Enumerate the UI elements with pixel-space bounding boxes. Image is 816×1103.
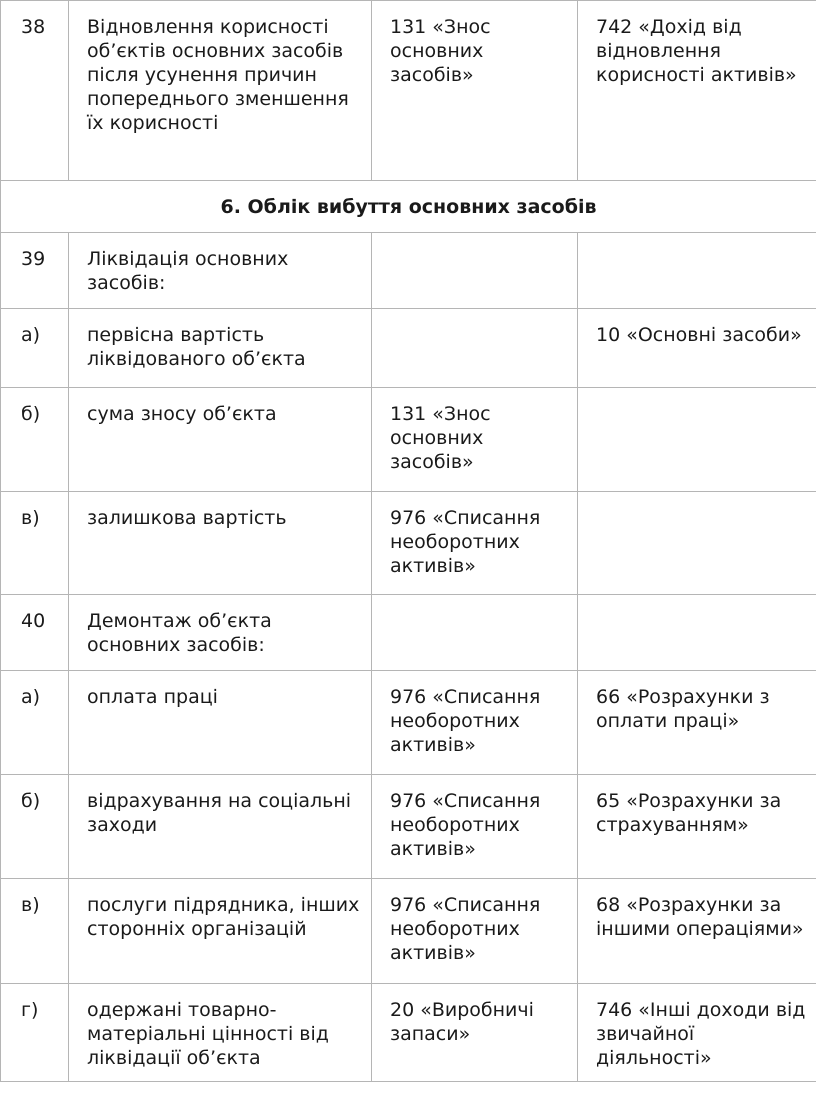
table-row [1, 388, 816, 492]
operation-description: первісна вартість ліквідованого об’єкта [69, 309, 372, 388]
operation-description: сума зносу об’єкта [69, 388, 372, 492]
credit-account [578, 388, 816, 492]
operation-description: Демонтаж об’єкта основних засобів: [69, 595, 372, 671]
debit-account [372, 309, 578, 388]
credit-account: 10 «Основні засоби» [578, 309, 816, 388]
row-number: а) [1, 671, 69, 775]
table-row [1, 492, 816, 595]
table-row [1, 775, 816, 879]
credit-account: 746 «Інші доходи від звичайної діяльності» [578, 984, 816, 1082]
table-row [1, 671, 816, 775]
operation-description: одержані товарно-матеріальні цінності від ліквідації об’єкта [69, 984, 372, 1082]
credit-account: 742 «Дохід від відновлення корисності активів» [578, 1, 816, 181]
debit-account: 976 «Списання необоротних активів» [372, 775, 578, 879]
section-header-row [1, 181, 816, 233]
debit-account: 131 «Знос основних засобів» [372, 388, 578, 492]
credit-account [578, 595, 816, 671]
credit-account: 66 «Розрахунки з оплати праці» [578, 671, 816, 775]
debit-account: 131 «Знос основних засобів» [372, 1, 578, 181]
debit-account: 976 «Списання необоротних активів» [372, 671, 578, 775]
credit-account [578, 233, 816, 309]
row-number: б) [1, 775, 69, 879]
table-row [1, 879, 816, 984]
row-number: 40 [1, 595, 69, 671]
row-number: б) [1, 388, 69, 492]
row-number: а) [1, 309, 69, 388]
row-number: г) [1, 984, 69, 1082]
operation-description: відрахування на соціальні заходи [69, 775, 372, 879]
operation-description: оплата праці [69, 671, 372, 775]
table-row [1, 233, 816, 309]
operation-description: Ліквідація основних засобів: [69, 233, 372, 309]
debit-account: 976 «Списання необоротних активів» [372, 492, 578, 595]
operation-description: Відновлення корисності об’єктів основних засобів після усунення причин попереднього зменшення їх корисності [69, 1, 372, 181]
table-row [1, 1, 816, 181]
row-number: в) [1, 879, 69, 984]
table-row [1, 595, 816, 671]
debit-account [372, 233, 578, 309]
credit-account [578, 492, 816, 595]
row-number: 39 [1, 233, 69, 309]
debit-account: 976 «Списання необоротних активів» [372, 879, 578, 984]
credit-account: 65 «Розрахунки за страхуванням» [578, 775, 816, 879]
row-number: в) [1, 492, 69, 595]
debit-account: 20 «Виробничі запаси» [372, 984, 578, 1082]
section-title: 6. Облік вибуття основних засобів [1, 181, 816, 233]
table-row [1, 309, 816, 388]
table-row [1, 984, 816, 1082]
operation-description: послуги підрядника, інших сторонніх організацій [69, 879, 372, 984]
operation-description: залишкова вартість [69, 492, 372, 595]
debit-account [372, 595, 578, 671]
row-number: 38 [1, 1, 69, 181]
credit-account: 68 «Розрахунки за іншими операціями» [578, 879, 816, 984]
